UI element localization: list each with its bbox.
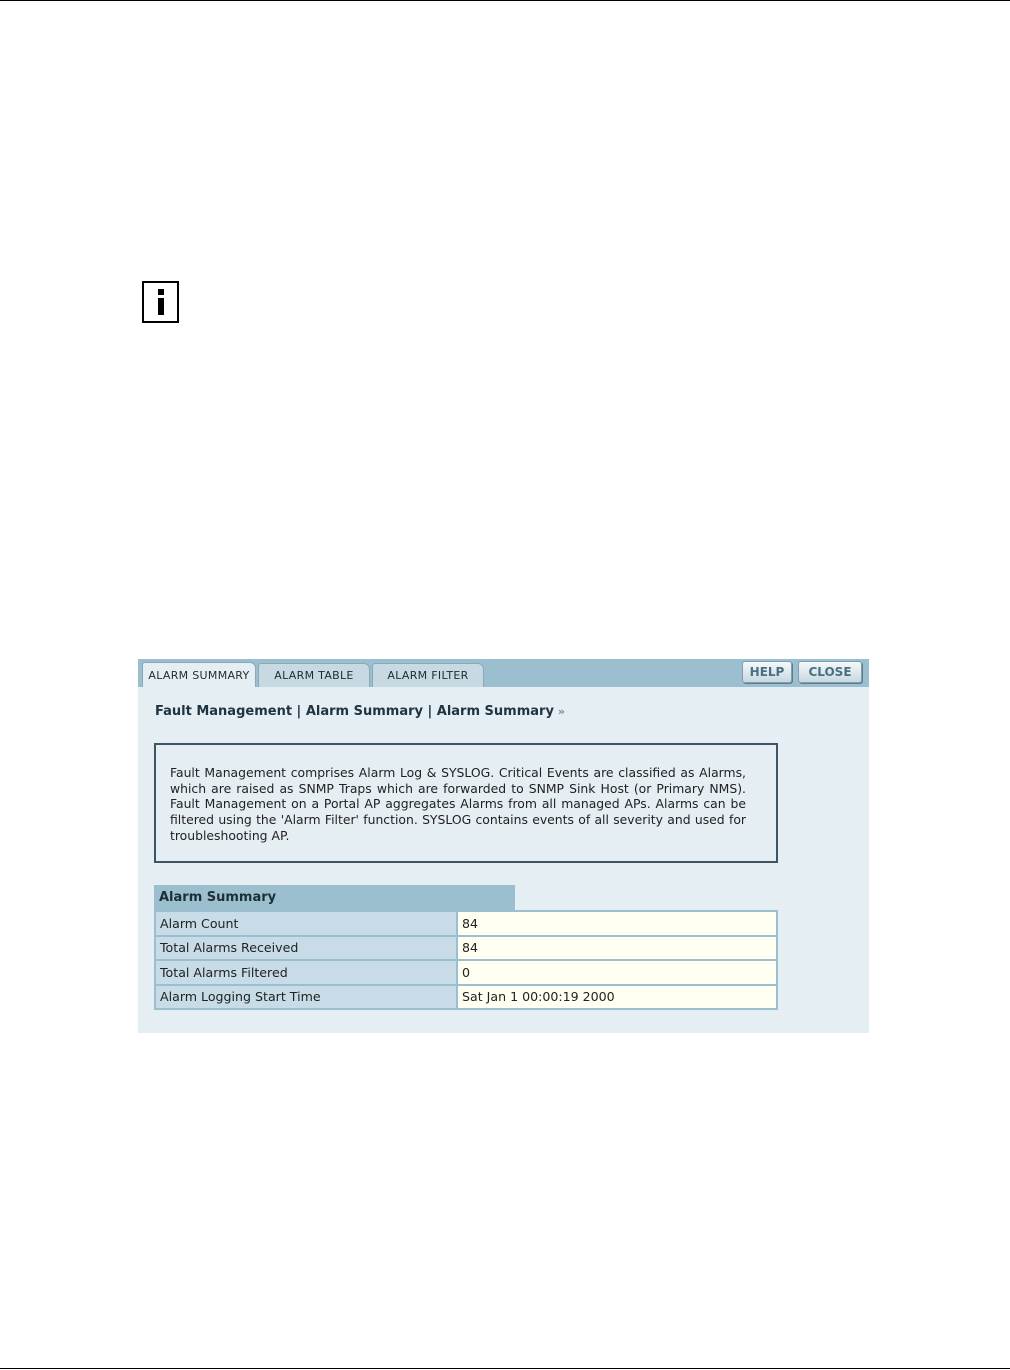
info-icon: [142, 281, 179, 323]
alarm-summary-panel: [138, 659, 869, 1033]
breadcrumb-text: Fault Management | Alarm Summary | Alarm Summary: [155, 704, 554, 719]
table-row: [155, 985, 777, 1010]
table-row: [155, 936, 777, 961]
row-label: Total Alarms Filtered: [155, 960, 457, 985]
row-value: 84: [457, 911, 777, 936]
page-bottom-rule: [0, 1368, 1010, 1369]
table-row: [155, 960, 777, 985]
row-value: 84: [457, 936, 777, 961]
tab-alarm-table[interactable]: ALARM TABLE: [258, 663, 370, 687]
row-value: 0: [457, 960, 777, 985]
help-button[interactable]: HELP: [742, 661, 792, 683]
tab-alarm-filter[interactable]: ALARM FILTER: [372, 663, 484, 687]
summary-title: Alarm Summary: [154, 885, 515, 910]
row-label: Alarm Count: [155, 911, 457, 936]
breadcrumb: [155, 704, 565, 719]
description-box: [154, 743, 778, 863]
summary-table: [154, 910, 778, 1010]
row-value: Sat Jan 1 00:00:19 2000: [457, 985, 777, 1010]
close-button[interactable]: CLOSE: [798, 661, 862, 683]
tab-bar: [138, 659, 869, 687]
double-chevron-right-icon: »: [557, 705, 566, 718]
tab-alarm-summary[interactable]: ALARM SUMMARY: [142, 662, 256, 687]
page-top-rule: [0, 0, 1010, 1]
row-label: Total Alarms Received: [155, 936, 457, 961]
row-label: Alarm Logging Start Time: [155, 985, 457, 1010]
description-text: Fault Management comprises Alarm Log & SYSLOG. Critical Events are classified as Alarms, which are raised as SNMP Traps which are forwarded to SNMP Sink Host (or Primary NMS). Fault Management on a Portal AP aggregates Alarms from all managed APs. Alarms can be filtered using the 'Alarm Filter' function. SYSLOG contains events of all severity and used for troubleshooting AP.: [170, 765, 746, 843]
table-row: [155, 911, 777, 936]
